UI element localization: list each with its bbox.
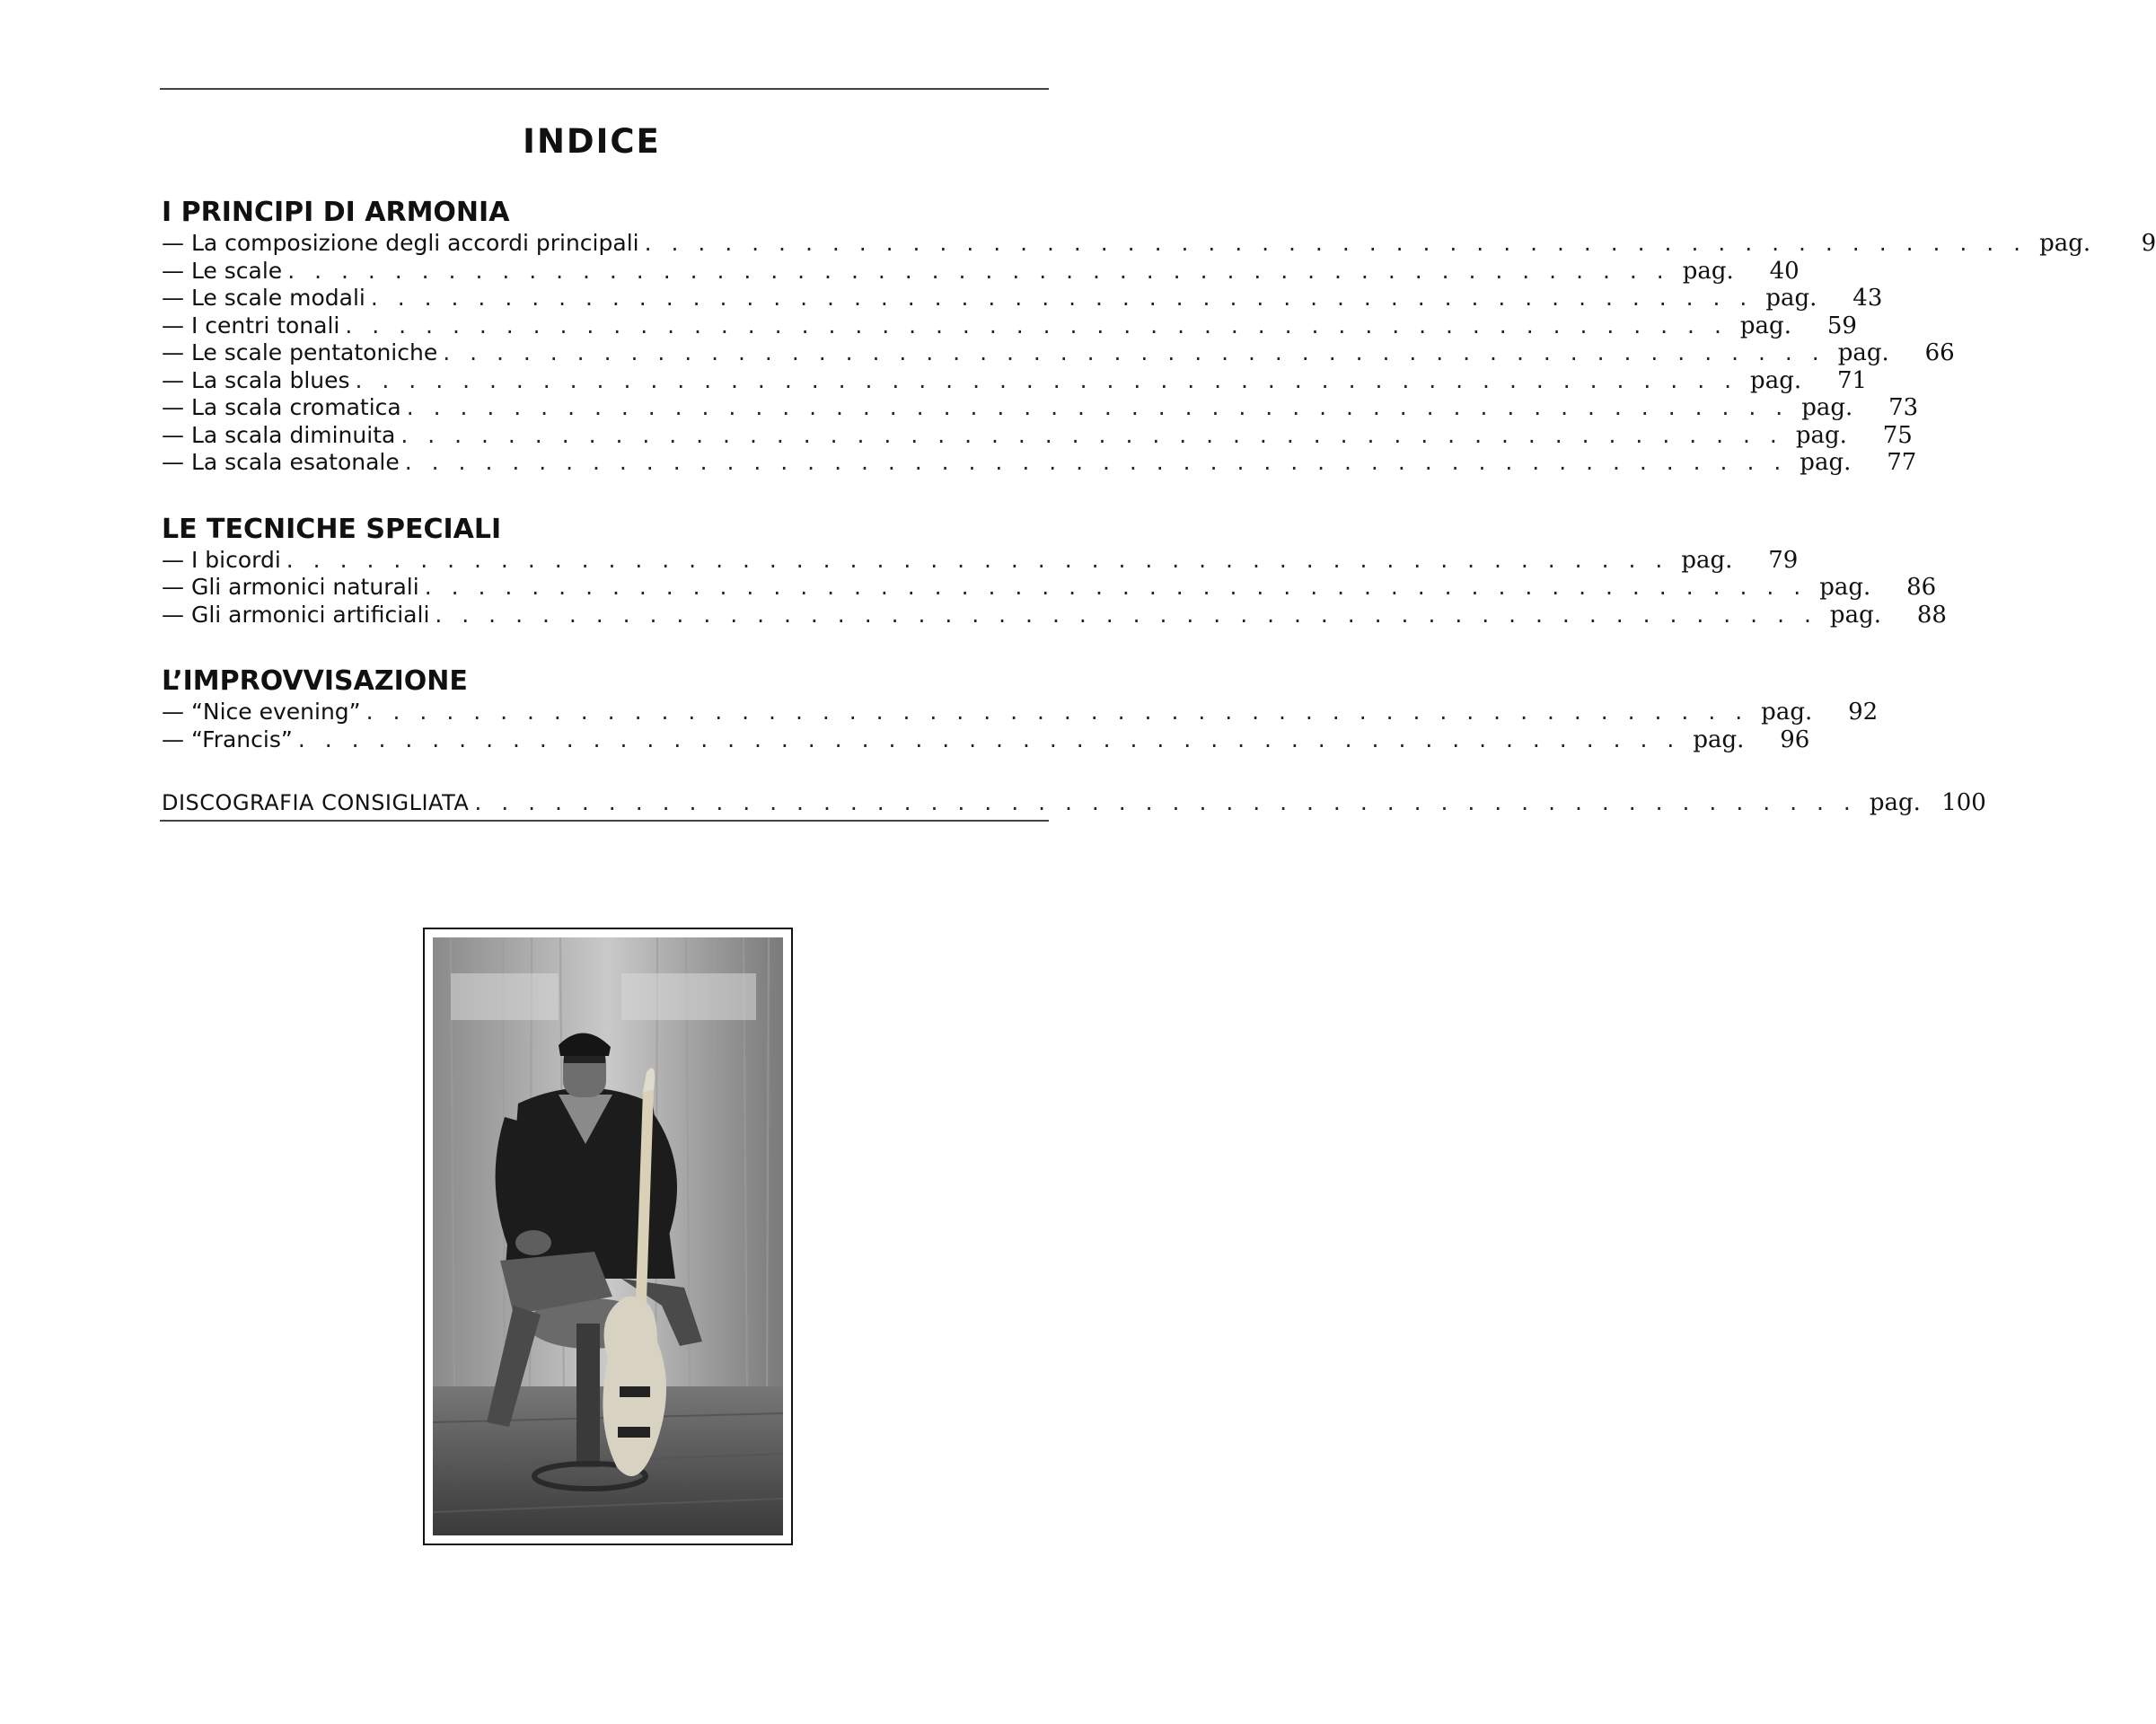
toc-entry: [162, 726, 1810, 754]
pag-label: pag.: [1765, 285, 1817, 312]
pag-label: pag.: [1761, 699, 1813, 726]
toc-entry: [162, 339, 1955, 367]
toc-entry: [162, 421, 1913, 450]
section-heading: L’IMPROVVISAZIONE: [162, 665, 468, 697]
pag-label: pag.: [1750, 366, 1802, 394]
entry-label: — Le scale modali: [162, 285, 365, 311]
bottom-rule: [160, 820, 1049, 822]
pag-label: pag.: [1829, 601, 1881, 629]
dot-leader: . . . . . . . . . . . . . . . . . . . . . . . . . . . . . . . . . . . . . . . . . . . . . . . . . . . .: [286, 546, 1669, 573]
pag-label: pag.: [1869, 789, 1921, 816]
page-number: 96: [1780, 726, 1810, 753]
dot-leader: . . . . . . . . . . . . . . . . . . . . . . . . . . . . . . . . . . . . . . . . . . . . . . . . . . . .: [443, 339, 1826, 365]
page-number: 100: [1941, 789, 1986, 816]
toc-entry: [162, 257, 1800, 286]
entry-label: — La scala esatonale: [162, 449, 400, 475]
entry-label: — La scala diminuita: [162, 421, 396, 448]
dot-leader: . . . . . . . . . . . . . . . . . . . . . . . . . . . . . . . . . . . . . . . . . . . . . . . . . . . .: [297, 726, 1681, 752]
pag-label: pag.: [2039, 230, 2091, 257]
pag-label: pag.: [1681, 546, 1733, 574]
toc-section: [162, 196, 2156, 477]
photo-frame: [423, 928, 793, 1545]
dot-leader: . . . . . . . . . . . . . . . . . . . . . . . . . . . . . . . . . . . . . . . . . . . . . . . . . . . .: [365, 699, 1749, 725]
toc-entry: [162, 230, 2156, 258]
entry-label: — Gli armonici naturali: [162, 574, 419, 600]
toc-section: [162, 664, 1879, 753]
dot-leader: . . . . . . . . . . . . . . . . . . . . . . . . . . . . . . . . . . . . . . . . . . . . . . . . . . . .: [404, 449, 1788, 475]
page-number: 75: [1882, 421, 1913, 449]
pag-label: pag.: [1739, 312, 1791, 339]
entry-label: — La scala blues: [162, 366, 350, 393]
entry-label: — “Francis”: [162, 726, 293, 752]
entry-label: — Le scale pentatoniche: [162, 339, 438, 365]
toc-entry: [162, 366, 1868, 395]
dot-leader: . . . . . . . . . . . . . . . . . . . . . . . . . . . . . . . . . . . . . . . . . . . . . . . . . . . .: [287, 257, 1670, 284]
toc-entry: [162, 394, 1919, 422]
discography-entry: [162, 789, 1986, 817]
toc-entry: [162, 601, 1947, 629]
entry-label: — “Nice evening”: [162, 699, 361, 725]
dot-leader: . . . . . . . . . . . . . . . . . . . . . . . . . . . . . . . . . . . . . . . . . . . . . . . . . . . .: [370, 285, 1754, 311]
pag-label: pag.: [1819, 574, 1871, 601]
pag-label: pag.: [1801, 394, 1853, 421]
entry-label: — Le scale: [162, 257, 283, 284]
page-number: 92: [1848, 699, 1879, 726]
pag-label: pag.: [1795, 421, 1847, 449]
dot-leader: . . . . . . . . . . . . . . . . . . . . . . . . . . . . . . . . . . . . . . . . . . . . . . . . . . . .: [406, 394, 1790, 420]
page-number: 40: [1769, 257, 1800, 285]
toc-entry: [162, 546, 1799, 575]
section-heading: I PRINCIPI DI ARMONIA: [162, 197, 510, 228]
dot-leader: . . . . . . . . . . . . . . . . . . . . . . . . . . . . . . . . . . . . . . . . . . . . . . . . . . . .: [345, 312, 1728, 339]
page-number: 86: [1906, 574, 1937, 601]
dot-leader: . . . . . . . . . . . . . . . . . . . . . . . . . . . . . . . . . . . . . . . . . . . . . . . . . . . .: [644, 230, 2028, 256]
page-number: 59: [1826, 312, 1857, 339]
toc-entry: [162, 285, 1883, 312]
toc-entry: [162, 449, 1917, 477]
page-number: 9: [2141, 230, 2156, 257]
pag-label: pag.: [1800, 449, 1852, 476]
page-number: 79: [1768, 546, 1799, 574]
top-rule: [160, 88, 1049, 90]
toc-entry: [162, 574, 1937, 602]
page-number: 88: [1916, 601, 1947, 629]
entry-label: — I centri tonali: [162, 312, 340, 339]
dot-leader: . . . . . . . . . . . . . . . . . . . . . . . . . . . . . . . . . . . . . . . . . . . . . . . . . . . .: [435, 601, 1817, 628]
pag-label: pag.: [1693, 726, 1745, 753]
entry-label: — La scala cromatica: [162, 394, 401, 420]
discography-label: DISCOGRAFIA CONSIGLIATA: [162, 790, 470, 815]
dot-leader: . . . . . . . . . . . . . . . . . . . . . . . . . . . . . . . . . . . . . . . . . . . . . . . . . . . .: [355, 366, 1738, 393]
dot-leader: . . . . . . . . . . . . . . . . . . . . . . . . . . . . . . . . . . . . . . . . . . . . . . . . . . . .: [400, 421, 1783, 448]
table-of-contents: [162, 196, 2156, 817]
section-heading: LE TECNICHE SPECIALI: [162, 513, 502, 545]
toc-entry: [162, 699, 1879, 726]
page-title: INDICE: [523, 122, 661, 161]
pag-label: pag.: [1837, 339, 1889, 366]
page-number: 77: [1887, 449, 1917, 476]
entry-label: — Gli armonici artificiali: [162, 601, 430, 628]
dot-leader: . . . . . . . . . . . . . . . . . . . . . . . . . . . . . . . . . . . . . . . . . . . . . . . . . . . .: [424, 574, 1808, 600]
page-number: 73: [1888, 394, 1919, 421]
toc-entry: [162, 312, 1857, 340]
entry-label: — I bicordi: [162, 546, 281, 573]
pag-label: pag.: [1682, 257, 1734, 285]
page-number: 71: [1836, 366, 1868, 394]
toc-section: [162, 513, 1947, 629]
entry-label: — La composizione degli accordi principali: [162, 230, 639, 256]
bassist-photo: [433, 937, 783, 1535]
dot-leader: . . . . . . . . . . . . . . . . . . . . . . . . . . . . . . . . . . . . . . . . . . . . . . . . . . . .: [474, 789, 1857, 815]
page-number: 66: [1924, 339, 1955, 366]
bassist-illustration: [433, 937, 783, 1535]
page-number: 43: [1852, 285, 1883, 312]
